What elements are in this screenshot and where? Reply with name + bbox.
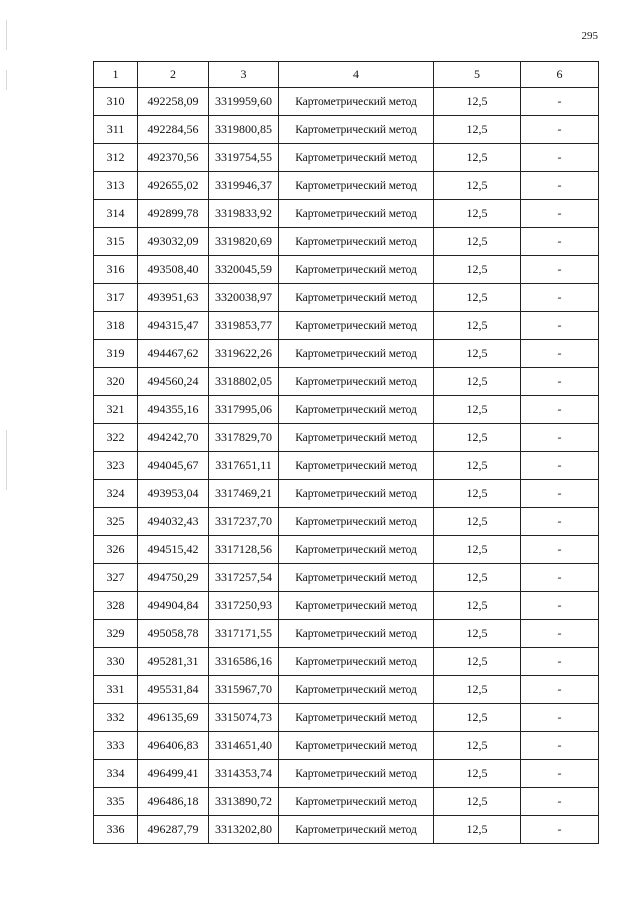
note-cell: - [521,788,599,816]
table-row [94,648,599,676]
y-coordinate-cell: 3313890,72 [209,788,279,816]
note-cell: - [521,480,599,508]
note-cell: - [521,396,599,424]
note-cell: - [521,340,599,368]
table-row [94,508,599,536]
table-row [94,256,599,284]
method-cell: Картометрический метод [279,732,434,760]
table-row [94,144,599,172]
note-cell: - [521,536,599,564]
method-cell: Картометрический метод [279,816,434,844]
accuracy-cell: 12,5 [434,452,521,480]
table-row [94,172,599,200]
column-header: 2 [138,62,209,88]
y-coordinate-cell: 3319800,85 [209,116,279,144]
y-coordinate-cell: 3317250,93 [209,592,279,620]
point-number-cell: 326 [94,536,138,564]
point-number-cell: 336 [94,816,138,844]
method-cell: Картометрический метод [279,368,434,396]
point-number-cell: 325 [94,508,138,536]
table-row [94,620,599,648]
table-row [94,228,599,256]
y-coordinate-cell: 3317237,70 [209,508,279,536]
x-coordinate-cell: 492370,56 [138,144,209,172]
method-cell: Картометрический метод [279,536,434,564]
y-coordinate-cell: 3317651,11 [209,452,279,480]
y-coordinate-cell: 3320045,59 [209,256,279,284]
table-row [94,424,599,452]
table-row [94,676,599,704]
method-cell: Картометрический метод [279,676,434,704]
note-cell: - [521,284,599,312]
table-body [94,88,599,844]
note-cell: - [521,144,599,172]
table-row [94,200,599,228]
accuracy-cell: 12,5 [434,816,521,844]
method-cell: Картометрический метод [279,256,434,284]
method-cell: Картометрический метод [279,704,434,732]
x-coordinate-cell: 494032,43 [138,508,209,536]
note-cell: - [521,312,599,340]
accuracy-cell: 12,5 [434,284,521,312]
table-row [94,116,599,144]
column-header: 3 [209,62,279,88]
y-coordinate-cell: 3315967,70 [209,676,279,704]
table-row [94,340,599,368]
binding-margin-mark [6,20,7,50]
note-cell: - [521,732,599,760]
accuracy-cell: 12,5 [434,704,521,732]
y-coordinate-cell: 3317829,70 [209,424,279,452]
y-coordinate-cell: 3317995,06 [209,396,279,424]
method-cell: Картометрический метод [279,340,434,368]
method-cell: Картометрический метод [279,648,434,676]
column-header: 5 [434,62,521,88]
accuracy-cell: 12,5 [434,368,521,396]
method-cell: Картометрический метод [279,564,434,592]
column-header: 1 [94,62,138,88]
accuracy-cell: 12,5 [434,732,521,760]
method-cell: Картометрический метод [279,172,434,200]
x-coordinate-cell: 493508,40 [138,256,209,284]
table-row [94,88,599,116]
y-coordinate-cell: 3319853,77 [209,312,279,340]
table-row [94,452,599,480]
table-header-row [94,62,599,88]
note-cell: - [521,592,599,620]
note-cell: - [521,648,599,676]
x-coordinate-cell: 492258,09 [138,88,209,116]
note-cell: - [521,424,599,452]
y-coordinate-cell: 3319946,37 [209,172,279,200]
y-coordinate-cell: 3318802,05 [209,368,279,396]
y-coordinate-cell: 3315074,73 [209,704,279,732]
accuracy-cell: 12,5 [434,648,521,676]
x-coordinate-cell: 494467,62 [138,340,209,368]
note-cell: - [521,368,599,396]
table-row [94,592,599,620]
x-coordinate-cell: 496406,83 [138,732,209,760]
method-cell: Картометрический метод [279,452,434,480]
point-number-cell: 321 [94,396,138,424]
x-coordinate-cell: 494045,67 [138,452,209,480]
x-coordinate-cell: 495058,78 [138,620,209,648]
table-row [94,816,599,844]
point-number-cell: 312 [94,144,138,172]
point-number-cell: 333 [94,732,138,760]
point-number-cell: 311 [94,116,138,144]
method-cell: Картометрический метод [279,592,434,620]
method-cell: Картометрический метод [279,144,434,172]
table-row [94,284,599,312]
y-coordinate-cell: 3319833,92 [209,200,279,228]
x-coordinate-cell: 494242,70 [138,424,209,452]
accuracy-cell: 12,5 [434,88,521,116]
y-coordinate-cell: 3313202,80 [209,816,279,844]
x-coordinate-cell: 493032,09 [138,228,209,256]
method-cell: Картометрический метод [279,480,434,508]
accuracy-cell: 12,5 [434,564,521,592]
note-cell: - [521,704,599,732]
point-number-cell: 313 [94,172,138,200]
note-cell: - [521,760,599,788]
point-number-cell: 316 [94,256,138,284]
point-number-cell: 319 [94,340,138,368]
point-number-cell: 328 [94,592,138,620]
accuracy-cell: 12,5 [434,508,521,536]
accuracy-cell: 12,5 [434,396,521,424]
y-coordinate-cell: 3317171,55 [209,620,279,648]
note-cell: - [521,172,599,200]
binding-margin-mark [6,70,7,90]
method-cell: Картометрический метод [279,424,434,452]
method-cell: Картометрический метод [279,760,434,788]
note-cell: - [521,256,599,284]
table-row [94,480,599,508]
binding-margin-mark [6,430,7,490]
accuracy-cell: 12,5 [434,228,521,256]
x-coordinate-cell: 496287,79 [138,816,209,844]
point-number-cell: 315 [94,228,138,256]
note-cell: - [521,564,599,592]
x-coordinate-cell: 494355,16 [138,396,209,424]
y-coordinate-cell: 3319820,69 [209,228,279,256]
x-coordinate-cell: 492899,78 [138,200,209,228]
coordinates-table [93,61,599,844]
point-number-cell: 317 [94,284,138,312]
method-cell: Картометрический метод [279,508,434,536]
accuracy-cell: 12,5 [434,172,521,200]
x-coordinate-cell: 492284,56 [138,116,209,144]
method-cell: Картометрический метод [279,228,434,256]
table-row [94,312,599,340]
point-number-cell: 320 [94,368,138,396]
point-number-cell: 335 [94,788,138,816]
accuracy-cell: 12,5 [434,760,521,788]
point-number-cell: 334 [94,760,138,788]
note-cell: - [521,620,599,648]
accuracy-cell: 12,5 [434,200,521,228]
table-row [94,760,599,788]
method-cell: Картометрический метод [279,116,434,144]
x-coordinate-cell: 496486,18 [138,788,209,816]
x-coordinate-cell: 495531,84 [138,676,209,704]
accuracy-cell: 12,5 [434,676,521,704]
note-cell: - [521,508,599,536]
y-coordinate-cell: 3317469,21 [209,480,279,508]
x-coordinate-cell: 494560,24 [138,368,209,396]
accuracy-cell: 12,5 [434,340,521,368]
table-row [94,788,599,816]
method-cell: Картометрический метод [279,788,434,816]
method-cell: Картометрический метод [279,620,434,648]
x-coordinate-cell: 496499,41 [138,760,209,788]
point-number-cell: 310 [94,88,138,116]
page-number: 295 [581,30,598,42]
point-number-cell: 331 [94,676,138,704]
accuracy-cell: 12,5 [434,256,521,284]
method-cell: Картометрический метод [279,396,434,424]
point-number-cell: 329 [94,620,138,648]
note-cell: - [521,116,599,144]
note-cell: - [521,88,599,116]
x-coordinate-cell: 492655,02 [138,172,209,200]
method-cell: Картометрический метод [279,88,434,116]
accuracy-cell: 12,5 [434,116,521,144]
x-coordinate-cell: 494315,47 [138,312,209,340]
table-row [94,396,599,424]
point-number-cell: 327 [94,564,138,592]
point-number-cell: 322 [94,424,138,452]
point-number-cell: 330 [94,648,138,676]
x-coordinate-cell: 494750,29 [138,564,209,592]
note-cell: - [521,228,599,256]
point-number-cell: 323 [94,452,138,480]
accuracy-cell: 12,5 [434,144,521,172]
y-coordinate-cell: 3314651,40 [209,732,279,760]
accuracy-cell: 12,5 [434,536,521,564]
x-coordinate-cell: 494515,42 [138,536,209,564]
table-row [94,368,599,396]
y-coordinate-cell: 3319622,26 [209,340,279,368]
table-row [94,704,599,732]
point-number-cell: 324 [94,480,138,508]
column-header: 4 [279,62,434,88]
y-coordinate-cell: 3319754,55 [209,144,279,172]
note-cell: - [521,816,599,844]
accuracy-cell: 12,5 [434,788,521,816]
y-coordinate-cell: 3317257,54 [209,564,279,592]
point-number-cell: 332 [94,704,138,732]
note-cell: - [521,452,599,480]
table-row [94,536,599,564]
method-cell: Картометрический метод [279,284,434,312]
point-number-cell: 314 [94,200,138,228]
accuracy-cell: 12,5 [434,480,521,508]
x-coordinate-cell: 495281,31 [138,648,209,676]
note-cell: - [521,676,599,704]
x-coordinate-cell: 493951,63 [138,284,209,312]
note-cell: - [521,200,599,228]
y-coordinate-cell: 3319959,60 [209,88,279,116]
y-coordinate-cell: 3314353,74 [209,760,279,788]
accuracy-cell: 12,5 [434,312,521,340]
method-cell: Картометрический метод [279,200,434,228]
y-coordinate-cell: 3316586,16 [209,648,279,676]
accuracy-cell: 12,5 [434,620,521,648]
y-coordinate-cell: 3320038,97 [209,284,279,312]
point-number-cell: 318 [94,312,138,340]
x-coordinate-cell: 493953,04 [138,480,209,508]
table-row [94,564,599,592]
x-coordinate-cell: 496135,69 [138,704,209,732]
method-cell: Картометрический метод [279,312,434,340]
column-header: 6 [521,62,599,88]
accuracy-cell: 12,5 [434,424,521,452]
y-coordinate-cell: 3317128,56 [209,536,279,564]
table-row [94,732,599,760]
accuracy-cell: 12,5 [434,592,521,620]
x-coordinate-cell: 494904,84 [138,592,209,620]
